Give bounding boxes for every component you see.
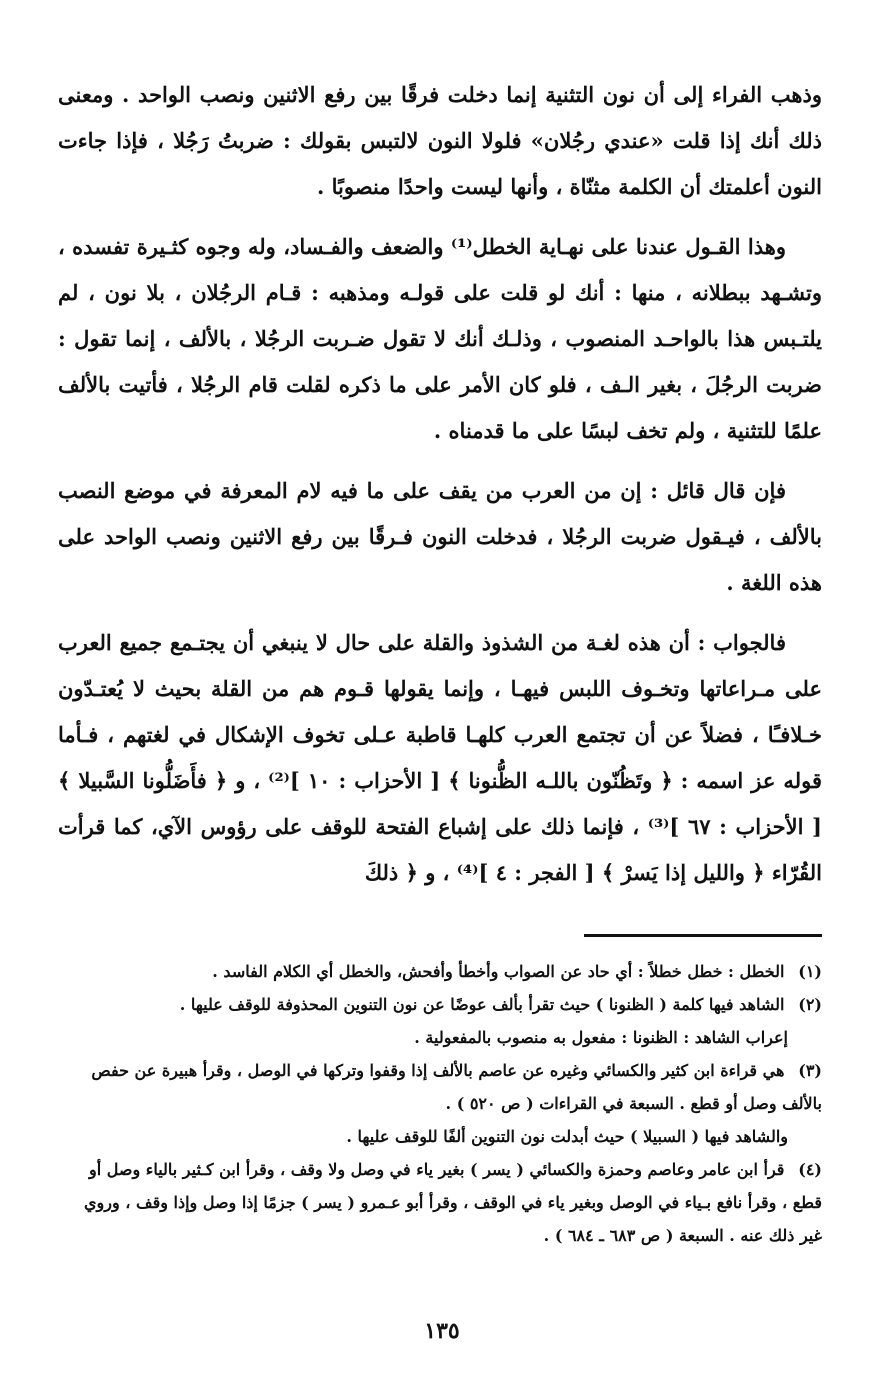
footnote-4 <box>58 1153 822 1252</box>
footnote-text: الخطل : خطل خطلاً : أي حاد عن الصواب وأخطأ وأفحش، والخطل أي الكلام الفاسد . <box>212 962 785 981</box>
footnote-2 <box>58 988 822 1054</box>
paragraph-1: وذهب الفراء إلى أن نون التثنية إنما دخلت فرقًا بين رفع الاثنين ونصب الواحد . ومعنى ذلك أنك إذا قلت «عندي رجُلان» فلولا النون لالتبس بقولك : ضربتُ رَجُلا ، فإذا جاءت النون أعلمتك أن الكلمة مثنّاة ، وأنها ليست واحدًا منصوبًا . <box>58 82 822 199</box>
footnote-number: (٢) <box>798 995 822 1014</box>
paragraph-3: فإن قال قائل : إن من العرب من يقف على ما فيه لام المعرفة في موضع النصب بالألف ، فيـقول ضربت الرجُلا ، فدخلت النون فـرقًا بين رفع الاثنين ونصب الواحد على هذه اللغة . <box>58 478 822 595</box>
page-number: ١٣٥ <box>424 1318 460 1344</box>
footnote-text: قرأ ابن عامر وعاصم وحمزة والكسائي ( يسر ) بغير ياء في وصل ولا وقف ، وقرأ ابن كـثير بالياء وصل أو قطع ، وقرأ نافع بـياء في الوصل وبغير ياء في الوقف ، وقرأ أبو عـمرو ( يسر ) جزمًا إذا وصل وإذا وقف ، وروي غير ذلك عنه . السبعة ( ص ٦٨٣ ـ ٦٨٤ ) . <box>84 1160 822 1245</box>
footnote-text: هي قراءة ابن كثير والكسائي وغيره عن عاصم بالألف إذا وقفوا وتركها في الوصل ، وقرأ هبيرة عن حفص بالألف وصل أو قطع . السبعة في القراءات ( ص ٥٢٠ ) . <box>91 1061 822 1113</box>
footnote-number: (٣) <box>798 1061 822 1080</box>
footnote-text: والشاهد فيها ( السبيلا ) حيث أبدلت نون التنوين ألفًا للوقف عليها . <box>346 1127 788 1146</box>
footnote-separator <box>584 934 822 937</box>
footnote-text: الشاهد فيها كلمة ( الظنونا ) حيث تقرأ بألف عوضًا عن نون التنوين المحذوفة للوقف عليها . <box>179 995 785 1014</box>
paragraph-4: فالجواب : أن هذه لغـة من الشذوذ والقلة على حال لا ينبغي أن يجتـمع جميع العرب على مـراعاتها وتخـوف اللبس فيهـا ، وإنما يقولها قـوم هم من القلة بحيث لا يُعتـدّون خـلافـًا ، فضلاً عن أن تجتمع العرب كلهـا قاطبة عـلى تخوف الإشكال في لغتهم ، فـأما قوله عز اسمه : ﴿ وتَظُنّون باللـه الظُّنونا ﴾ [ الأحزاب : ١٠ ]⁽²⁾ ، و ﴿ فأَضَلُّونا السَّبيلا ﴾ [ الأحزاب : ٦٧ ]⁽³⁾ ، فإنما ذلك على إشباع الفتحة للوقف على رؤوس الآي، كما قرأت القُرّاء ﴿ والليل إذا يَسرْ ﴾ [ الفجر : ٤ ]⁽⁴⁾ ، و ﴿ ذلكَ <box>58 630 822 885</box>
footnote-3 <box>58 1054 822 1153</box>
main-text <box>58 72 822 896</box>
footnote-text: إعراب الشاهد : الظنونا : مفعول به منصوب بالمفعولية . <box>414 1028 788 1047</box>
footnotes <box>58 955 822 1252</box>
footnote-1 <box>58 955 822 988</box>
footnote-number: (١) <box>798 962 822 981</box>
paragraph-2: وهذا القـول عندنا على نهـاية الخطل⁽¹⁾ والضعف والفـساد، وله وجوه كثـيرة تفسده ، وتشـهد ببطلانه ، منها : أنك لو قلت على قولـه ومذهبه : قـام الرجُلان ، بلا نون ، لم يلتـبس هذا بالواحـد المنصوب ، وذلـك أنك لا تقول ضـربت الرجُلا ، بالألف ، إنما تقول : ضربت الرجُلَ ، بغير الـف ، فلو كان الأمر على ما ذكره لقلت قام الرجُلا ، فأتيت بالألف علمًا للتثنية ، ولم تخف لبسًا على ما قدمناه . <box>58 234 822 443</box>
footnote-number: (٤) <box>798 1160 822 1179</box>
